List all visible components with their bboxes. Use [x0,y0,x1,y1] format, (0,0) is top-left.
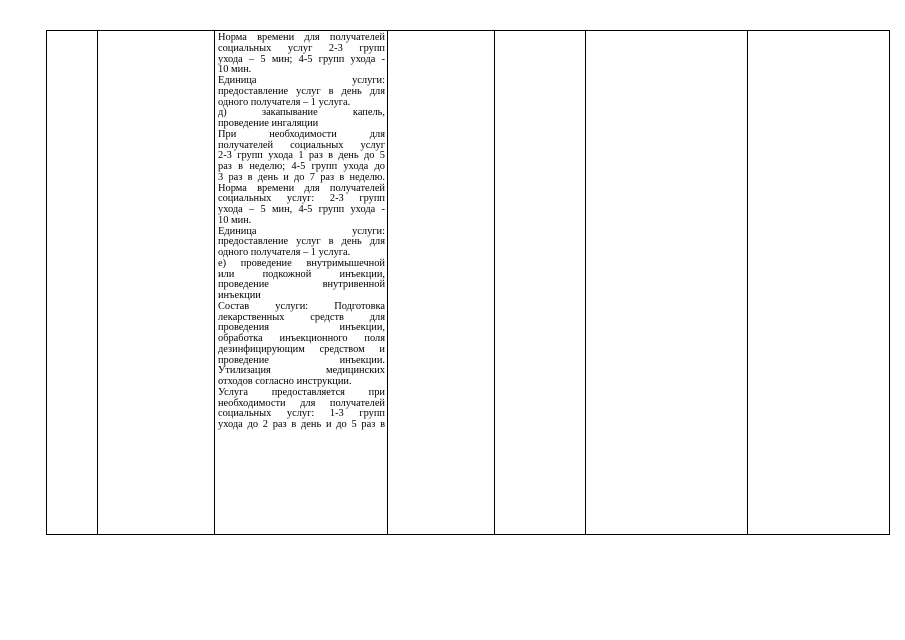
column-divider [97,31,98,534]
column-divider [387,31,388,534]
text-line: проведение ингаляции [218,118,319,129]
text-line: обработка инъекционного поля [218,333,385,344]
service-description-cell [218,33,385,431]
text-line: 10 мин. [218,64,252,76]
text-line: Состав услуги: Подготовка [218,300,385,312]
text-line: е) проведение внутримышечной [218,257,385,269]
text-line: инъекции [218,290,261,301]
column-divider [494,31,495,534]
text-line: предоставление услуг в день для [218,85,385,97]
text-line: д) закапывание капель, [218,107,385,119]
text-line: ухода – 5 мин, 4-5 групп ухода - [218,204,385,215]
text-line: проведение инъекции. [218,354,385,366]
text-line: Норма времени для получателей [218,32,385,43]
column-divider [585,31,586,534]
text-line: Услуга предоставляется при [218,386,385,398]
text-line: Утилизация медицинских [218,365,385,377]
text-line: 3 раз в день и до 7 раз в неделю. [218,171,385,183]
text-line: одного получателя – 1 услуга. [218,96,351,108]
text-line: лекарственных средств для [218,311,385,323]
text-line: необходимости для получателей [218,397,385,409]
text-line: социальных услуг: 2-3 групп [218,193,385,205]
text-line: или подкожной инъекции, [218,268,385,280]
text-line: Единица услуги: [218,75,385,86]
text-line: проведение внутривенной [218,279,385,291]
text-line: Единица услуги: [218,225,385,237]
text-line: проведения инъекции, [218,322,385,334]
text-line: получателей социальных услуг [218,139,385,151]
text-line: отходов согласно инструкции. [218,376,352,387]
text-line: Норма времени для получателей [218,182,385,194]
text-line: дезинфицирующим средством и [218,343,385,355]
text-line: ухода до 2 раз в день и до 5 раз в [218,419,385,430]
text-line: социальных услуг 2-3 групп [218,42,385,54]
text-line: 2-3 групп ухода 1 раз в день до 5 [218,150,385,162]
column-divider [214,31,215,534]
text-line: ухода – 5 мин; 4-5 групп ухода - [218,53,385,65]
text-line: предоставление услуг в день для [218,236,385,248]
text-line: социальных услуг: 1-3 групп [218,408,385,420]
text-line: При необходимости для [218,128,385,140]
text-line: одного получателя – 1 услуга. [218,247,351,258]
document-table [46,30,890,535]
text-line: раз в неделю; 4-5 групп ухода до [218,161,385,172]
text-line: 10 мин. [218,214,252,226]
column-divider [747,31,748,534]
